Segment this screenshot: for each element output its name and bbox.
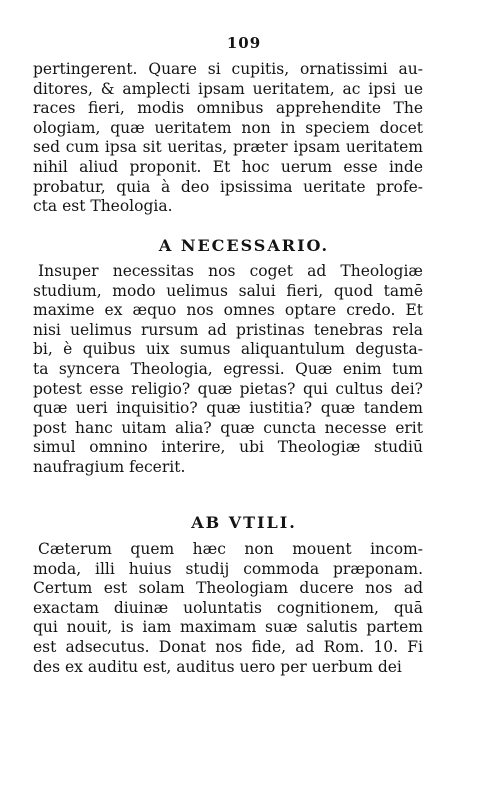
text-line: maxime ex æquo nos omnes optare credo. Et [33, 301, 423, 320]
text-line: simul omnino interire, ubi Theologiæ studiū [33, 438, 423, 457]
page-number: 109 [226, 34, 262, 52]
text-line: Certum est solam Theologiam ducere nos ad [33, 579, 423, 598]
text-line: nisi uelimus rursum ad pristinas tenebras rela [33, 320, 423, 339]
text-line: exactam diuinæ uoluntatis cognitionem, quā [33, 598, 423, 617]
text-line: races fieri, modis omnibus apprehendite The [33, 99, 423, 118]
text-line: Cæterum quem hæc non mouent incom- [38, 540, 423, 558]
text-line: potest esse religio? quæ pietas? qui cultus dei? [33, 379, 423, 398]
text-line: post hanc uitam alia? quæ cuncta necesse erit [33, 418, 423, 437]
text-line: qui nouit, is iam maximam suæ salutis partem [33, 618, 423, 637]
text-line: probatur, quia à deo ipsissima ueritate profe- [33, 177, 423, 196]
text-line: studium, modo uelimus salui fieri, quod tamē [33, 281, 423, 300]
text-line: sed cum ipsa sit ueritas, præter ipsam ueritatem [33, 138, 423, 157]
paragraph-2 [33, 262, 423, 478]
section-heading-utili: AB VTILI. [191, 513, 297, 532]
text-line: moda, illi huius studij commoda præponam. [33, 559, 423, 578]
paragraph-3 [33, 540, 423, 677]
text-line: bi, è quibus uix sumus aliquantulum degusta- [33, 340, 423, 359]
text-line: naufragium fecerit. [33, 457, 186, 476]
text-line: des ex auditu est, auditus uero per uerbum dei [33, 657, 402, 676]
text-line: cta est Theologia. [33, 197, 173, 216]
text-line: pertingerent. Quare si cupitis, ornatissimi au- [33, 60, 423, 78]
text-line: Insuper necessitas nos coget ad Theologiæ [38, 262, 423, 280]
text-line: est adsecutus. Donat nos fide, ad Rom. 10. Fi [33, 637, 423, 656]
text-line: ologiam, quæ ueritatem non in speciem docet [33, 118, 423, 137]
text-line: ditores, & amplecti ipsam ueritatem, ac ipsi ue [33, 79, 423, 98]
text-line: nihil aliud proponit. Et hoc uerum esse inde [33, 157, 423, 176]
text-line: ta syncera Theologia, egressi. Quæ enim tum [33, 359, 423, 378]
paragraph-1 [33, 60, 423, 217]
section-heading-necessario: A NECESSARIO. [158, 236, 330, 255]
text-line: quæ ueri inquisitio? quæ iustitia? quæ tandem [33, 399, 423, 418]
